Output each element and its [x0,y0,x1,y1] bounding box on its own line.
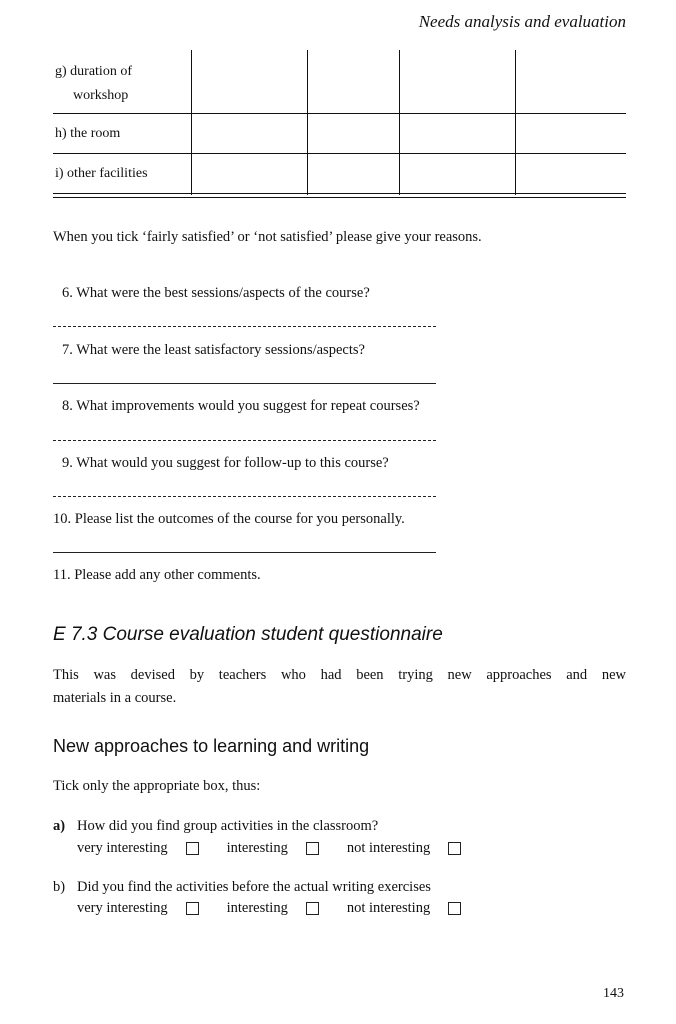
table-row-divider [53,113,626,114]
question-item: 10. Please list the outcomes of the course for you personally. [53,511,405,527]
tick-box[interactable] [448,842,461,855]
option [77,900,227,917]
question-item: 7. What were the least satisfactory sessions/aspects? [62,342,365,358]
option-label: interesting [226,840,288,856]
answer-line[interactable] [53,383,436,384]
option-label: very interesting [77,840,168,856]
tick-box[interactable] [306,842,319,855]
option-label: very interesting [77,900,168,916]
item-label: a) [53,818,66,834]
option-row [77,900,489,917]
question-item: 6. What were the best sessions/aspects of the course? [62,285,370,301]
section-intro: This was devised by teachers who had been trying new approaches and new [53,667,626,683]
tick-box[interactable] [186,842,199,855]
answer-line[interactable] [53,326,436,327]
answer-line[interactable] [53,496,436,497]
table-column-divider [399,50,400,195]
option [227,900,347,917]
option-label: interesting [226,900,288,916]
item-label: b) [53,879,66,895]
reasons-instruction: When you tick ‘fairly satisfied’ or ‘not satisfied’ please give your reasons. [53,229,482,245]
tick-box[interactable] [448,902,461,915]
question-item: 11. Please add any other comments. [53,567,261,583]
option-row [77,840,489,857]
section-title: E 7.3 Course evaluation student questionnaire [53,624,443,645]
running-head: Needs analysis and evaluation [418,12,626,31]
sub-heading: New approaches to learning and writing [53,736,370,756]
answer-line[interactable] [53,552,436,553]
tick-instruction: Tick only the appropriate box, thus: [53,778,261,794]
tick-box[interactable] [186,902,199,915]
question-item: 8. What improvements would you suggest for repeat courses? [62,398,420,414]
table-row-label: workshop [73,88,129,103]
option [347,840,489,857]
option [77,840,227,857]
table-row-divider [53,153,626,154]
item-question: How did you find group activities in the classroom? [77,818,379,834]
table-column-divider [307,50,308,195]
option [347,900,489,917]
answer-line[interactable] [53,440,436,441]
table-bottom-rule [53,193,626,194]
section-intro: materials in a course. [53,690,177,706]
evaluation-table [53,50,626,200]
table-row-label: g) duration of [55,64,132,79]
table-bottom-rule [53,197,626,198]
option-label: not interesting [346,840,431,856]
tick-box[interactable] [306,902,319,915]
option-label: not interesting [346,900,431,916]
item-question: Did you find the activities before the actual writing exercises [77,879,431,895]
question-item: 9. What would you suggest for follow-up to this course? [62,455,389,471]
page-number: 143 [603,986,624,1001]
table-row-label: i) other facilities [55,166,148,181]
table-row-label: h) the room [55,126,121,141]
table-column-divider [515,50,516,195]
table-column-divider [191,50,192,195]
option [227,840,347,857]
